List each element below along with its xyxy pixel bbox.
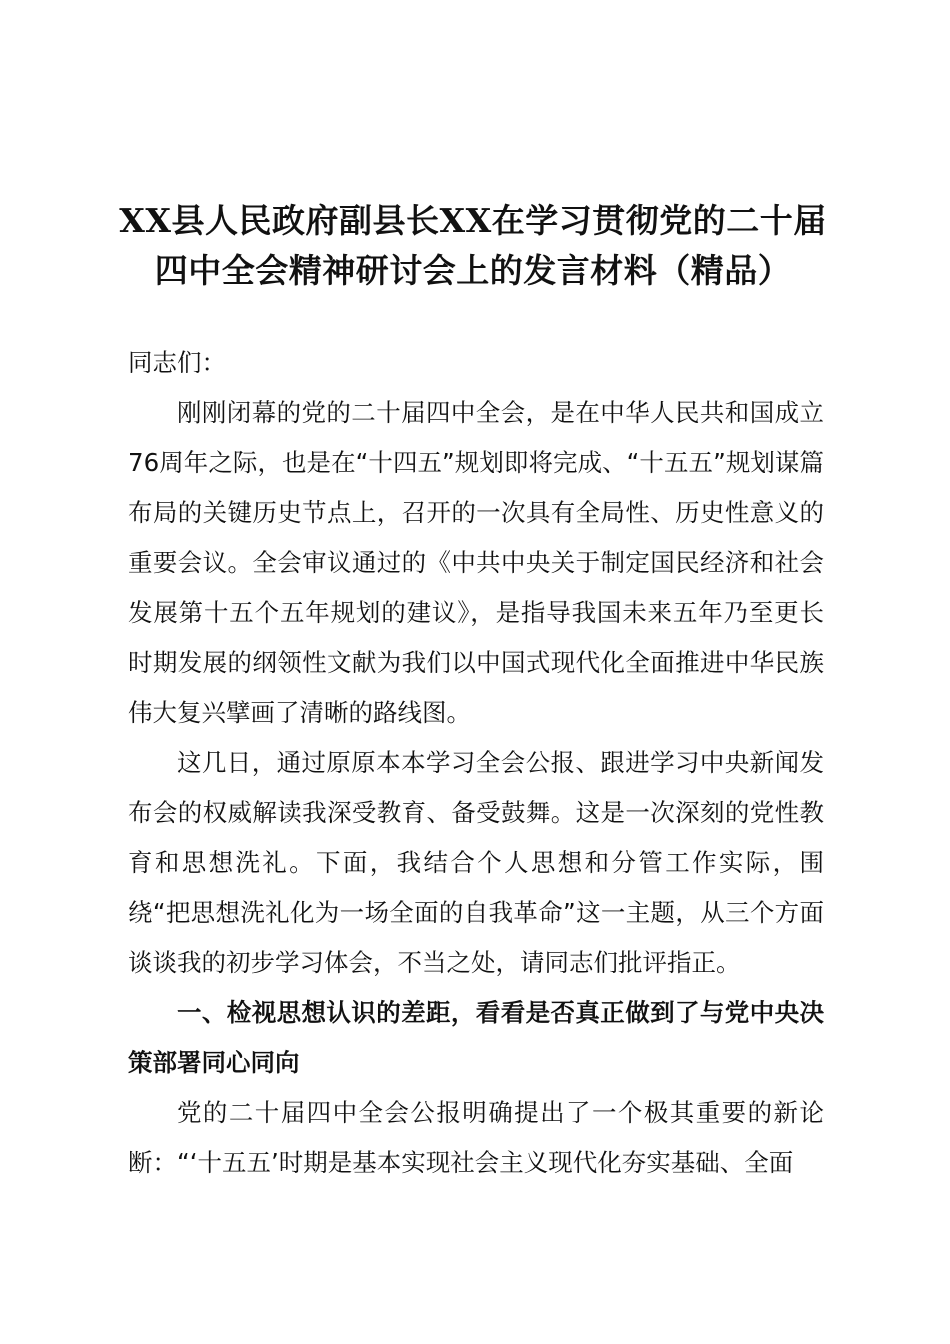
paragraph-intro: 刚刚闭幕的党的二十届四中全会，是在中华人民共和国成立76周年之际，也是在“十四五”规划即将完成、“十五五”规划谋篇布局的关键历史节点上，召开的一次具有全局性、历史性意义的重要会议。全会审议通过的《中共中央关于制定国民经济和社会发展第十五个五年规划的建议》，是指导我国未来五年乃至更长时期发展的纲领性文献为我们以中国式现代化全面推进中华民族伟大复兴擘画了清晰的路线图。 [128, 398, 824, 727]
paragraph-overview: 这几日，通过原原本本学习全会公报、跟进学习中央新闻发布会的权威解读我深受教育、备受鼓舞。这是一次深刻的党性教育和思想洗礼。下面，我结合个人思想和分管工作实际，围绕“把思想洗礼化为一场全面的自我革命”这一主题，从三个方面谈谈我的初步学习体会，不当之处，请同志们批评指正。 [128, 748, 824, 977]
document-body [128, 338, 824, 1188]
section-1-paragraph: 党的二十届四中全会公报明确提出了一个极其重要的新论断：“‘十五五’时期是基本实现社会主义现代化夯实基础、全面 [128, 1098, 824, 1177]
document-title: XX县人民政府副县长XX在学习贯彻党的二十届四中全会精神研讨会上的发言材料（精品） [119, 201, 827, 290]
salutation: 同志们： [128, 348, 226, 377]
section-heading-1: 一、检视思想认识的差距，看看是否真正做到了与党中央决策部署同心同向 [128, 998, 824, 1077]
